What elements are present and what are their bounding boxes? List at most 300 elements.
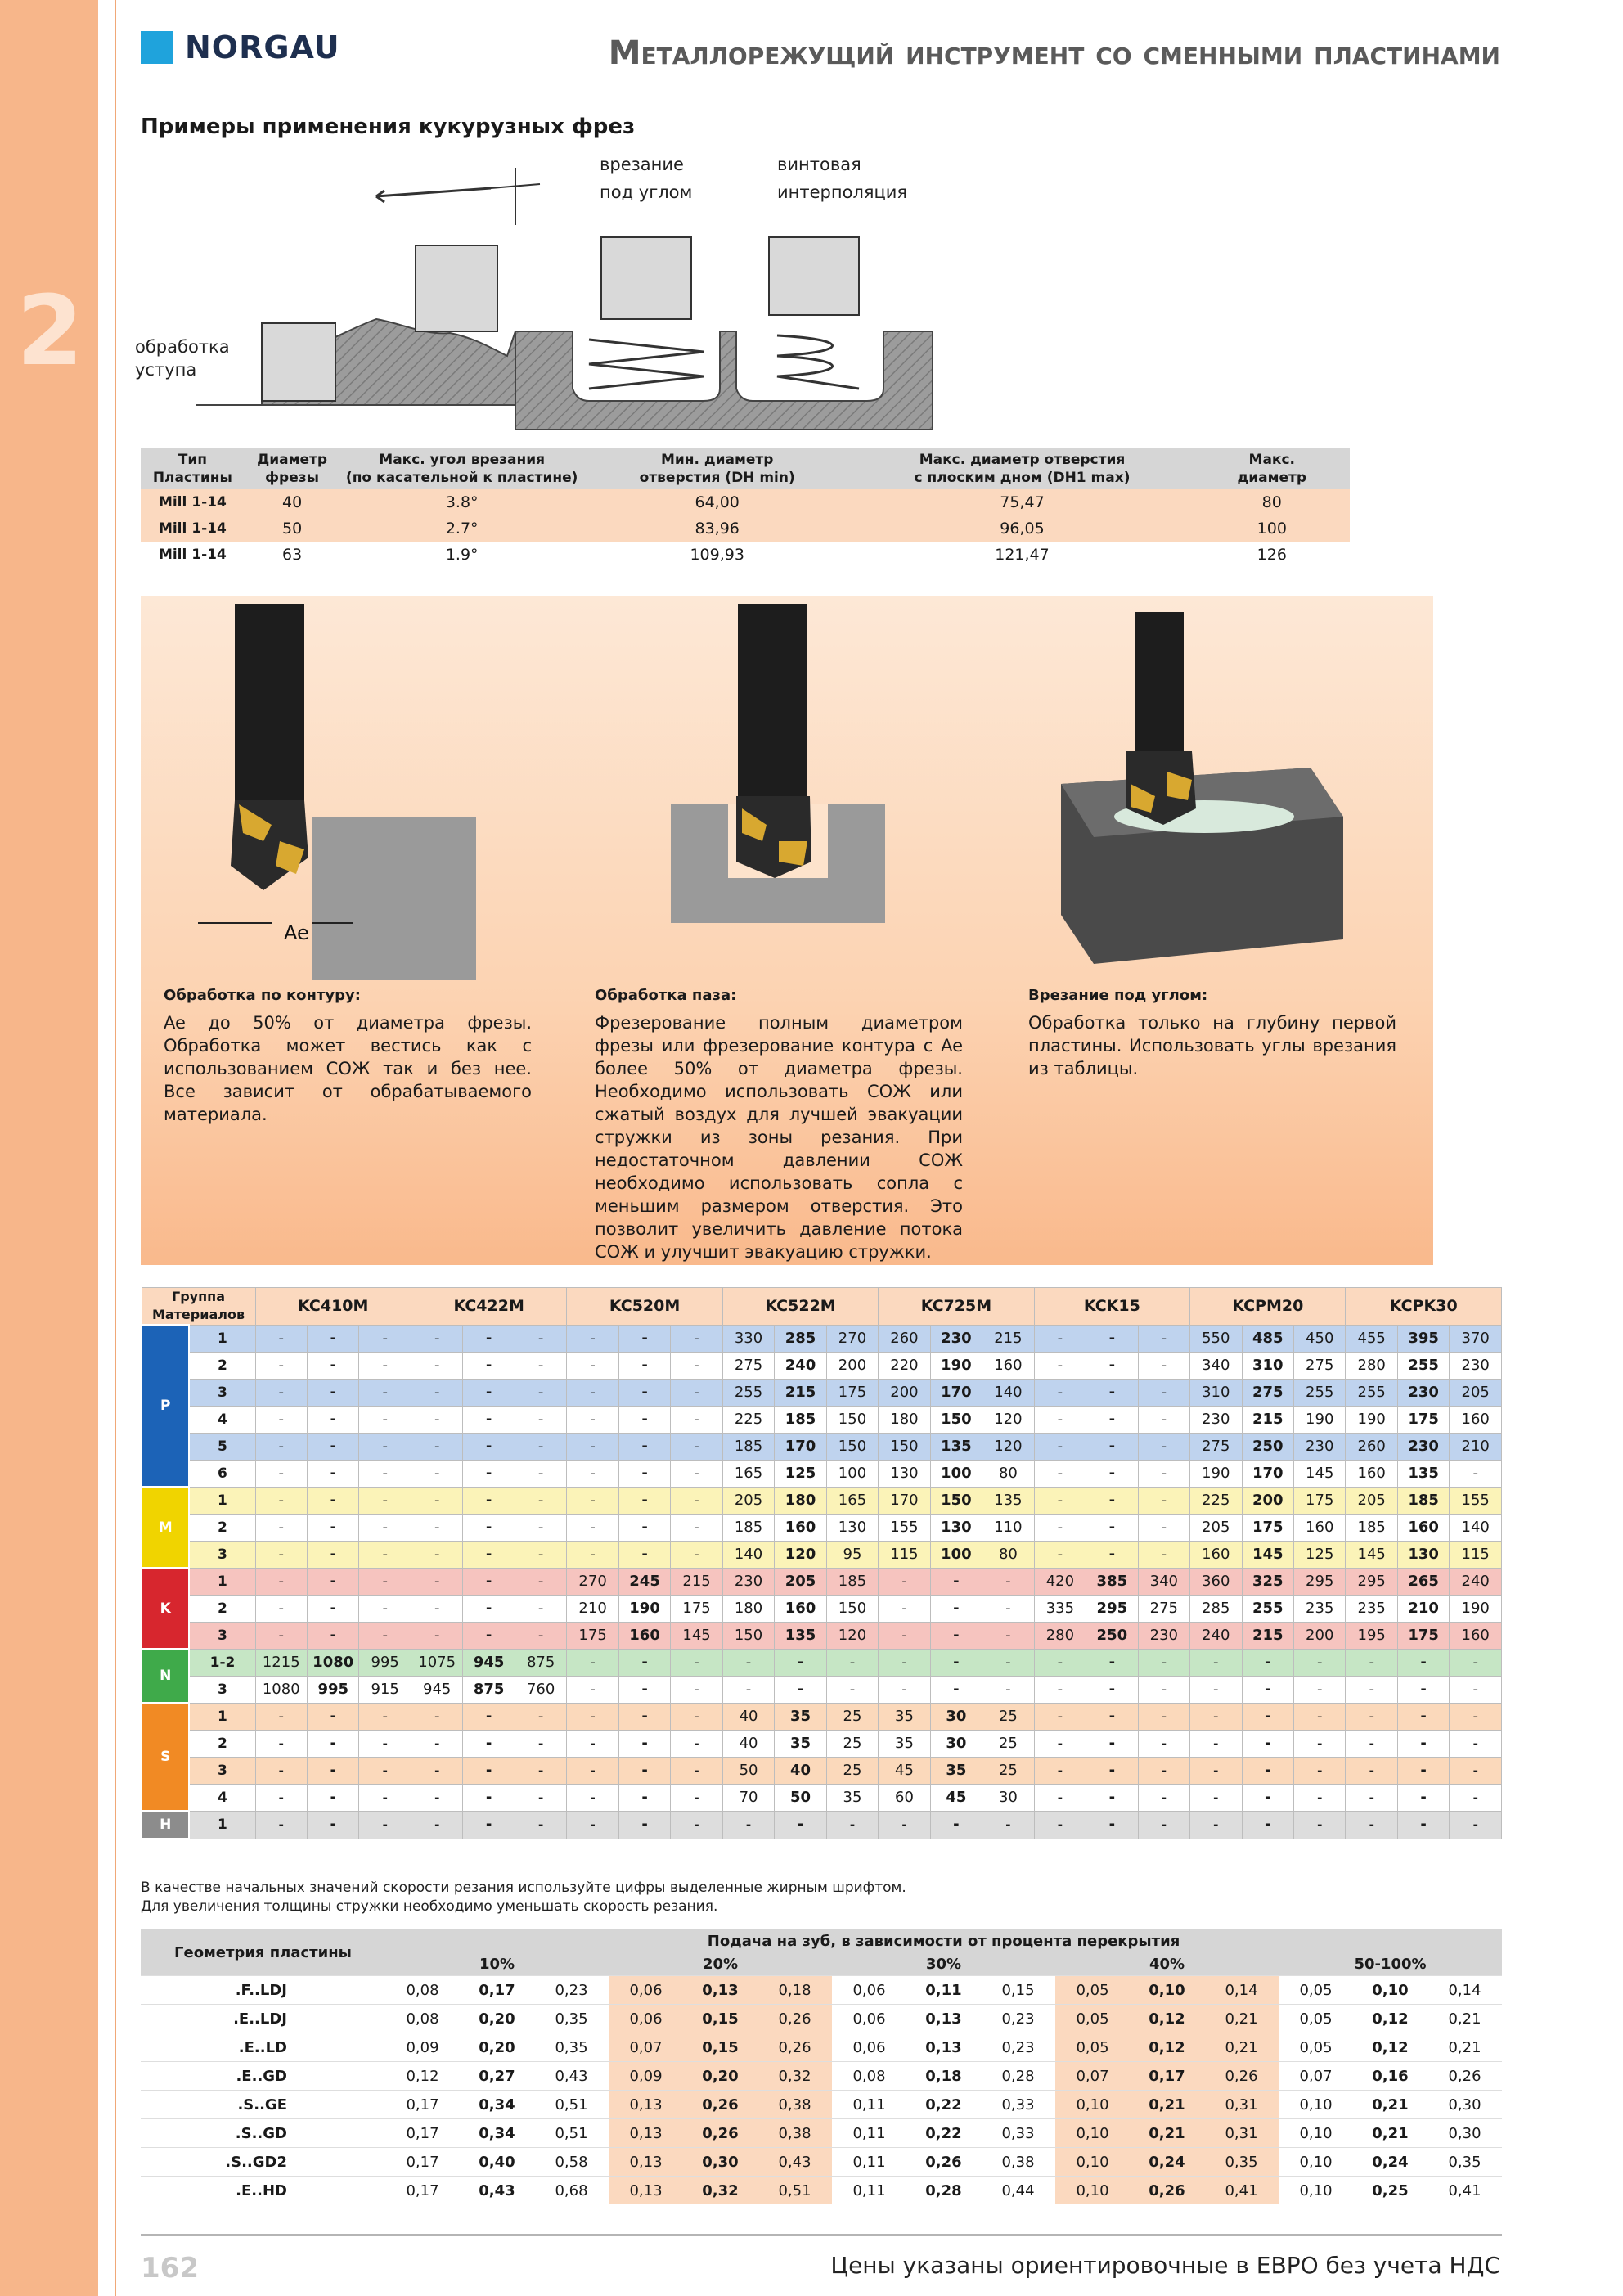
speed-value: - [1086, 1730, 1138, 1757]
speed-value: 120 [826, 1622, 878, 1649]
speed-value: - [1034, 1649, 1086, 1676]
material-subgroup: 4 [189, 1784, 255, 1811]
speed-value: - [1086, 1352, 1138, 1379]
speed-value: - [567, 1730, 618, 1757]
speed-value: - [515, 1487, 566, 1514]
feed-value: 0,21 [1130, 2119, 1204, 2148]
material-subgroup: 1-2 [189, 1649, 255, 1676]
chapter-number: 2 [16, 274, 84, 387]
speed-value: 185 [722, 1514, 774, 1541]
speed-value: 130 [930, 1514, 982, 1541]
feed-row [141, 2119, 1502, 2148]
feed-value: 0,38 [981, 2148, 1055, 2177]
speed-value: - [775, 1676, 826, 1703]
feed-value: 0,41 [1427, 2177, 1502, 2205]
insert-geometry: .E..GD [141, 2062, 385, 2091]
speed-value: 160 [1190, 1541, 1242, 1568]
feed-value: 0,30 [1427, 2119, 1502, 2148]
speed-value: - [359, 1460, 411, 1487]
speed-row [142, 1325, 1502, 1352]
speed-value: 945 [411, 1676, 462, 1703]
speed-value: - [1346, 1703, 1397, 1730]
speed-value: - [1397, 1703, 1449, 1730]
feed-value: 0,26 [683, 2091, 758, 2119]
speed-value: 255 [1242, 1595, 1293, 1622]
speed-value: - [411, 1784, 462, 1811]
speed-row [142, 1595, 1502, 1622]
geometry-header: Геометрия пластины [141, 1929, 385, 1976]
speed-value: 25 [982, 1703, 1034, 1730]
speed-row [142, 1433, 1502, 1460]
speed-value: 30 [982, 1784, 1034, 1811]
speed-value: - [1293, 1784, 1345, 1811]
speed-value: - [930, 1676, 982, 1703]
speed-value: 1075 [411, 1649, 462, 1676]
params-row: Mill 1-14 63 1.9° 109,93 121,47 126 [158, 546, 1287, 564]
params-row: Mill 1-14 50 2.7° 83,96 96,05 100 [141, 515, 1350, 542]
speed-value: 155 [1450, 1487, 1502, 1514]
feed-value: 0,43 [460, 2177, 534, 2205]
page-header: Металлорежущий инструмент со сменными пластинами [608, 34, 1500, 72]
speed-value: - [359, 1595, 411, 1622]
speed-value: - [411, 1379, 462, 1406]
speed-value: - [618, 1757, 670, 1784]
speed-value: - [1034, 1703, 1086, 1730]
feed-value: 0,11 [832, 2177, 906, 2205]
feed-value: 0,10 [1055, 2177, 1130, 2205]
speed-value: 115 [1450, 1541, 1502, 1568]
speed-value: 215 [775, 1379, 826, 1406]
feed-row [141, 2005, 1502, 2033]
feed-value: 0,24 [1130, 2148, 1204, 2177]
speed-value: - [618, 1514, 670, 1541]
speed-value: - [359, 1622, 411, 1649]
feed-value: 0,17 [385, 2091, 460, 2119]
speed-value: - [1086, 1406, 1138, 1433]
speed-value: 280 [1034, 1622, 1086, 1649]
speed-value: 150 [826, 1595, 878, 1622]
speed-value: 30 [930, 1730, 982, 1757]
speed-value: 200 [826, 1352, 878, 1379]
speed-value: 995 [308, 1676, 359, 1703]
speed-value: - [1397, 1784, 1449, 1811]
feed-value: 0,13 [683, 1976, 758, 2005]
speed-value: - [1190, 1676, 1242, 1703]
material-group-m: M [142, 1487, 189, 1568]
speed-value: - [930, 1811, 982, 1839]
speed-value: - [1086, 1460, 1138, 1487]
speed-value: 265 [1397, 1568, 1449, 1595]
speed-value: - [567, 1676, 618, 1703]
speed-value: 230 [1450, 1352, 1502, 1379]
grade-header: KCPM20 [1190, 1288, 1346, 1326]
speed-value: 40 [722, 1730, 774, 1757]
speed-value: - [359, 1730, 411, 1757]
speed-value: - [1450, 1730, 1502, 1757]
feed-value: 0,12 [1353, 2005, 1427, 2033]
speed-value: 170 [775, 1433, 826, 1460]
speed-value: 945 [463, 1649, 515, 1676]
speed-value: 185 [722, 1433, 774, 1460]
application-illustrations [141, 596, 1433, 1265]
speed-value: - [515, 1325, 566, 1352]
speed-value: 135 [930, 1433, 982, 1460]
feed-value: 0,28 [981, 2062, 1055, 2091]
speed-value: 230 [722, 1568, 774, 1595]
speed-value: - [359, 1379, 411, 1406]
feed-value: 0,10 [1130, 1976, 1204, 2005]
speed-row [142, 1703, 1502, 1730]
speed-value: - [1086, 1325, 1138, 1352]
speed-value: - [618, 1433, 670, 1460]
overlap-percent-header: 10% [385, 1952, 609, 1976]
speed-row [142, 1730, 1502, 1757]
speed-value: - [1086, 1433, 1138, 1460]
speed-value: 35 [826, 1784, 878, 1811]
speed-row [142, 1514, 1502, 1541]
footer-price-note: Цены указаны ориентировочные в ЕВРО без учета НДС [830, 2252, 1500, 2279]
ae-label: Ae [284, 921, 309, 944]
speed-value: - [1450, 1811, 1502, 1839]
material-subgroup: 2 [189, 1352, 255, 1379]
speed-value: 215 [671, 1568, 722, 1595]
speed-value: 205 [1190, 1514, 1242, 1541]
speed-value: 60 [879, 1784, 930, 1811]
speed-value: - [567, 1514, 618, 1541]
speed-value: 135 [775, 1622, 826, 1649]
speed-value: 215 [1242, 1406, 1293, 1433]
speed-value: - [1034, 1730, 1086, 1757]
speed-value: 145 [1346, 1541, 1397, 1568]
speed-value: 30 [930, 1703, 982, 1730]
speed-value: 330 [722, 1325, 774, 1352]
speed-value: - [1190, 1649, 1242, 1676]
speed-value: 150 [826, 1433, 878, 1460]
speed-value: 180 [775, 1487, 826, 1514]
speed-value: - [1450, 1703, 1502, 1730]
speed-value: - [1138, 1487, 1189, 1514]
speed-value: 165 [826, 1487, 878, 1514]
speed-value: - [879, 1649, 930, 1676]
feed-value: 0,11 [832, 2119, 906, 2148]
feed-value: 0,17 [385, 2177, 460, 2205]
speed-value: - [411, 1325, 462, 1352]
speed-value: - [463, 1784, 515, 1811]
cutter-illustrations [141, 596, 1433, 1005]
speed-value: - [1293, 1649, 1345, 1676]
grade-header: KCPK30 [1346, 1288, 1502, 1326]
speed-value: 240 [1190, 1622, 1242, 1649]
speed-value: - [1138, 1541, 1189, 1568]
speed-value: - [308, 1784, 359, 1811]
speed-value: 340 [1190, 1352, 1242, 1379]
speed-value: - [1242, 1703, 1293, 1730]
speed-value: - [1397, 1730, 1449, 1757]
material-subgroup: 1 [189, 1703, 255, 1730]
speed-value: 275 [1138, 1595, 1189, 1622]
speed-value: - [879, 1622, 930, 1649]
insert-geometry: .E..LDJ [141, 2005, 385, 2033]
speed-value: 190 [930, 1352, 982, 1379]
speed-value: - [515, 1514, 566, 1541]
speed-value: 215 [1242, 1622, 1293, 1649]
speed-value: 295 [1346, 1568, 1397, 1595]
speed-value: 205 [722, 1487, 774, 1514]
speed-value: - [1138, 1433, 1189, 1460]
params-header-diameter: Диаметр фрезы [245, 448, 340, 489]
speed-value: - [463, 1406, 515, 1433]
feed-value: 0,26 [758, 2033, 832, 2062]
speed-value: - [671, 1487, 722, 1514]
feed-value: 0,35 [534, 2033, 609, 2062]
speed-row [142, 1352, 1502, 1379]
feed-value: 0,12 [1353, 2033, 1427, 2062]
speed-value: - [671, 1433, 722, 1460]
material-subgroup: 1 [189, 1568, 255, 1595]
params-header-max-diameter: Макс. диаметр [1194, 448, 1350, 489]
brand-logo [141, 29, 340, 65]
speed-value: - [308, 1757, 359, 1784]
slot-text: Фрезерование полным диаметром фрезы или фрезерование контура с Ae более 50% от диаметра фрезы. Необходимо использовать СОЖ или сжатый воздух для лучшей эвакуации стружки из зоны резания. При недостаточном давлении СОЖ необходимо использовать сопла с меньшим размером отверстия. Это позволит увеличить давление потока СОЖ и улучшит эвакуацию стружки. [595, 1013, 963, 1262]
speed-value: - [515, 1406, 566, 1433]
speed-value: - [515, 1379, 566, 1406]
feed-value: 0,10 [1279, 2177, 1353, 2205]
speed-value: - [1086, 1676, 1138, 1703]
speed-value: 295 [1293, 1568, 1345, 1595]
feed-value: 0,20 [460, 2033, 534, 2062]
speed-value: 450 [1293, 1325, 1345, 1352]
feed-value: 0,06 [832, 1976, 906, 2005]
speed-value: - [567, 1406, 618, 1433]
material-subgroup: 3 [189, 1541, 255, 1568]
feed-value: 0,21 [1353, 2091, 1427, 2119]
speed-value: 125 [1293, 1541, 1345, 1568]
speed-value: - [671, 1325, 722, 1352]
feed-row [141, 1976, 1502, 2005]
speed-value: - [255, 1433, 307, 1460]
speed-value: - [255, 1514, 307, 1541]
speed-row [142, 1649, 1502, 1676]
feed-value: 0,26 [1427, 2062, 1502, 2091]
feed-value: 0,33 [981, 2119, 1055, 2148]
feed-value: 0,21 [1130, 2091, 1204, 2119]
speed-value: - [359, 1811, 411, 1839]
feed-value: 0,27 [460, 2062, 534, 2091]
speed-value: 125 [775, 1460, 826, 1487]
speed-value: - [1138, 1676, 1189, 1703]
speed-value: - [255, 1541, 307, 1568]
speed-value: - [1086, 1487, 1138, 1514]
speed-value: 230 [1190, 1406, 1242, 1433]
speed-value: 115 [879, 1541, 930, 1568]
feed-value: 0,05 [1055, 2005, 1130, 2033]
feed-value: 0,51 [534, 2119, 609, 2148]
speed-value: 275 [1242, 1379, 1293, 1406]
params-header-max-hole: Макс. диаметр отверстия с плоским дном (DH1 max) [850, 448, 1194, 489]
speed-value: 190 [618, 1595, 670, 1622]
material-group-n: N [142, 1649, 189, 1703]
speed-row [142, 1541, 1502, 1568]
speed-value: 120 [982, 1433, 1034, 1460]
speed-value: - [1138, 1757, 1189, 1784]
speed-value: - [359, 1514, 411, 1541]
speed-value: - [515, 1433, 566, 1460]
ramping-text: Обработка только на глубину первой пластины. Использовать углы врезания из таблицы. [1028, 1013, 1396, 1078]
feed-row [141, 2177, 1502, 2205]
speed-value: - [618, 1784, 670, 1811]
speed-value: - [671, 1676, 722, 1703]
speed-value: 915 [359, 1676, 411, 1703]
speed-value: - [775, 1649, 826, 1676]
speed-value: - [463, 1460, 515, 1487]
speed-value: - [930, 1595, 982, 1622]
speed-value: 285 [1190, 1595, 1242, 1622]
speed-value: - [671, 1730, 722, 1757]
speed-value: - [515, 1730, 566, 1757]
speed-value: - [567, 1703, 618, 1730]
speed-value: - [1138, 1730, 1189, 1757]
speed-value: - [515, 1622, 566, 1649]
speed-value: - [359, 1784, 411, 1811]
speed-value: - [1450, 1784, 1502, 1811]
insert-geometry: .S..GD2 [141, 2148, 385, 2177]
speed-value: - [982, 1568, 1034, 1595]
speed-value: - [308, 1487, 359, 1514]
speed-value: - [982, 1811, 1034, 1839]
speed-value: - [618, 1352, 670, 1379]
grade-header: KC520M [567, 1288, 722, 1326]
speed-value: - [671, 1379, 722, 1406]
speed-value: 485 [1242, 1325, 1293, 1352]
speed-value: 185 [826, 1568, 878, 1595]
speed-value: 370 [1450, 1325, 1502, 1352]
material-subgroup: 4 [189, 1406, 255, 1433]
speed-value: - [618, 1325, 670, 1352]
speed-value: 80 [982, 1541, 1034, 1568]
speed-value: - [1086, 1811, 1138, 1839]
material-group-p: P [142, 1325, 189, 1487]
speed-value: - [411, 1595, 462, 1622]
speed-value: - [463, 1325, 515, 1352]
speed-value: 150 [826, 1406, 878, 1433]
speed-value: - [411, 1811, 462, 1839]
speed-value: - [1138, 1784, 1189, 1811]
speed-value: 295 [1086, 1595, 1138, 1622]
feed-value: 0,07 [609, 2033, 683, 2062]
speed-value: - [618, 1406, 670, 1433]
speed-value: 155 [879, 1514, 930, 1541]
speed-value: 235 [1293, 1595, 1345, 1622]
overlap-percent-header: 20% [609, 1952, 832, 1976]
speed-value: 110 [982, 1514, 1034, 1541]
speed-value: - [255, 1730, 307, 1757]
speed-value: - [308, 1622, 359, 1649]
speed-row [142, 1379, 1502, 1406]
label-helix-line1: винтовая [777, 155, 861, 174]
speed-value: - [671, 1352, 722, 1379]
insert-geometry: .F..LDJ [141, 1976, 385, 2005]
speed-value: - [255, 1379, 307, 1406]
speed-value: 170 [1242, 1460, 1293, 1487]
speed-value: - [255, 1757, 307, 1784]
feed-value: 0,33 [981, 2091, 1055, 2119]
feed-value: 0,31 [1204, 2091, 1279, 2119]
feed-value: 0,26 [906, 2148, 981, 2177]
speed-value: - [1293, 1811, 1345, 1839]
feed-value: 0,32 [758, 2062, 832, 2091]
speed-value: 35 [879, 1730, 930, 1757]
speed-value: - [567, 1649, 618, 1676]
speed-value: 160 [618, 1622, 670, 1649]
speed-value: - [308, 1514, 359, 1541]
speed-value: - [671, 1541, 722, 1568]
speed-row [142, 1406, 1502, 1433]
speed-value: - [515, 1352, 566, 1379]
speed-value: 140 [1450, 1514, 1502, 1541]
feed-value: 0,18 [758, 1976, 832, 2005]
speed-value: 335 [1034, 1595, 1086, 1622]
speed-value: - [1242, 1676, 1293, 1703]
feed-value: 0,21 [1204, 2033, 1279, 2062]
speed-value: - [255, 1595, 307, 1622]
speed-value: - [1034, 1541, 1086, 1568]
contour-text: Ae до 50% от диаметра фрезы. Обработка может вестись как с использованием СОЖ так и без нее. Все зависит от обрабатываемого материала. [164, 1013, 532, 1124]
speed-value: 35 [775, 1730, 826, 1757]
speed-value: - [567, 1433, 618, 1460]
material-subgroup: 2 [189, 1514, 255, 1541]
speed-value: 100 [930, 1541, 982, 1568]
feed-value: 0,26 [758, 2005, 832, 2033]
speed-value: 275 [1293, 1352, 1345, 1379]
speed-value: - [1034, 1514, 1086, 1541]
feed-value: 0,17 [1130, 2062, 1204, 2091]
speed-value: 875 [463, 1676, 515, 1703]
feed-value: 0,21 [1427, 2033, 1502, 2062]
feed-value: 0,06 [832, 2005, 906, 2033]
speed-value: - [463, 1703, 515, 1730]
speed-value: 35 [930, 1757, 982, 1784]
speed-value: 25 [982, 1757, 1034, 1784]
feed-value: 0,21 [1427, 2005, 1502, 2033]
feed-value: 0,17 [385, 2119, 460, 2148]
speed-value: 145 [671, 1622, 722, 1649]
material-subgroup: 3 [189, 1379, 255, 1406]
speed-value: - [463, 1514, 515, 1541]
speed-value: - [826, 1811, 878, 1839]
speed-value: - [308, 1325, 359, 1352]
speed-value: - [255, 1568, 307, 1595]
speed-value: 70 [722, 1784, 774, 1811]
speed-value: - [930, 1649, 982, 1676]
speed-value: - [567, 1379, 618, 1406]
speed-value: 200 [879, 1379, 930, 1406]
speed-value: 190 [1293, 1406, 1345, 1433]
speed-value: - [463, 1487, 515, 1514]
section-title: Примеры применения кукурузных фрез [141, 115, 636, 139]
speed-value: - [359, 1352, 411, 1379]
feed-value: 0,05 [1279, 2033, 1353, 2062]
feed-value: 0,44 [981, 2177, 1055, 2205]
speed-value: - [1293, 1676, 1345, 1703]
feed-value: 0,12 [1130, 2033, 1204, 2062]
speed-value: - [1346, 1649, 1397, 1676]
speed-value: - [982, 1595, 1034, 1622]
speed-value: - [879, 1676, 930, 1703]
speed-value: - [618, 1730, 670, 1757]
speed-value: - [1190, 1811, 1242, 1839]
grade-header: KC725M [879, 1288, 1034, 1326]
feed-value: 0,10 [1055, 2119, 1130, 2148]
